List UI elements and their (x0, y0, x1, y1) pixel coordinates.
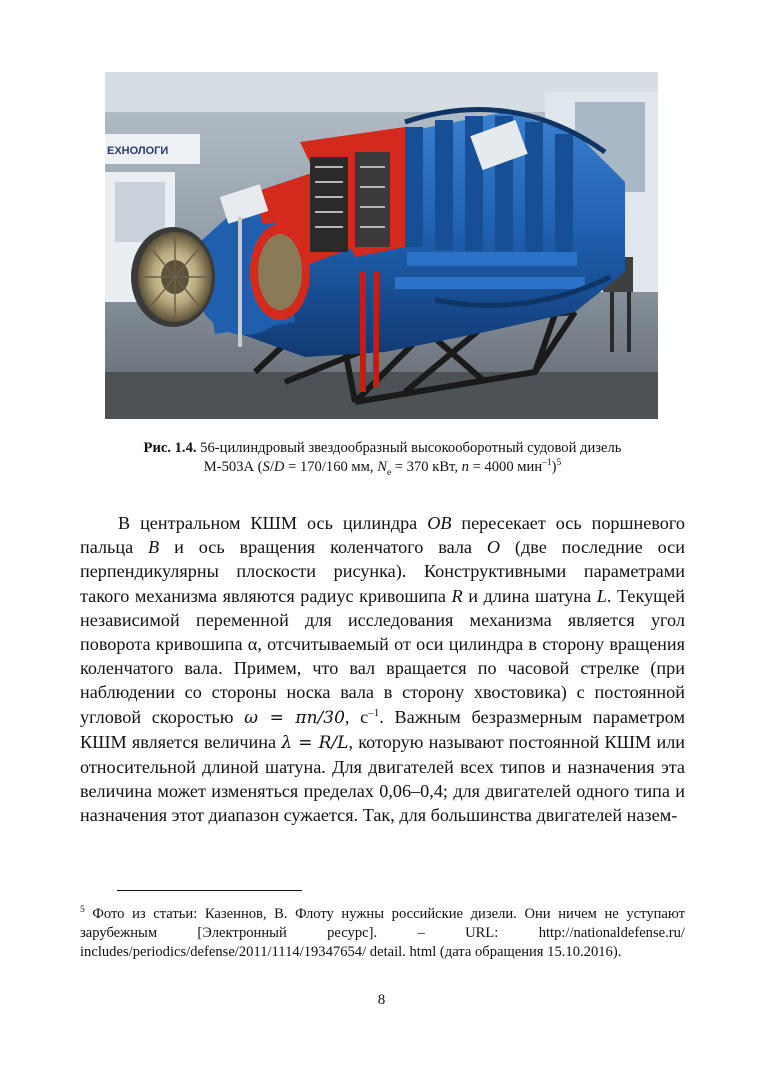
var-r: R (451, 585, 463, 606)
banner-text: ЕХНОЛОГИ (107, 145, 169, 157)
caption-dims: = 170/160 мм, (284, 459, 378, 475)
var-b: B (148, 537, 160, 558)
caption-sub-e: e (386, 467, 392, 478)
caption-line1: 56-цилиндровый звездообразный высокооборотный судовой дизель (196, 440, 622, 456)
text-run: . Текущей независимой переменной для исследования механизма является угол поворота кривошипа α, отсчитываемый от оси цилиндра в сторону вращения коленчатого вала. Примем, что вал вращается по часовой стрелке (при наблюдении со стороны носка вала в сторону хвостовика) с постоянной угловой скоростью (80, 585, 685, 727)
caption-var-d: D (273, 459, 285, 475)
text-run: . Важным безразмерным параметром КШМ является величина (80, 706, 685, 752)
var-ob: OB (427, 513, 452, 533)
footnote (80, 905, 685, 962)
text-run: (две последние оси перпендикулярны плоскости рисунка). Конструктивными параметрами такого механизма являются радиус кривошипа (80, 537, 685, 606)
formula-lambda: λ = R/L (281, 732, 349, 753)
caption-label: Рис. 1.4. (143, 440, 197, 456)
text-run: , которую называют постоянной КШМ или относительной длиной шатуна. Для двигателей всех типов и назначения эта величина может изменяться пределах 0,06–0,4; для двигателей одного типа и назначения этот диапазон сужается. Так, для большинства двигателей назем- (80, 731, 685, 826)
text-run: В центральном КШМ ось цилиндра (118, 513, 428, 533)
page-number: 8 (377, 992, 386, 1008)
text-run: и длина шатуна (462, 585, 597, 606)
body-text (80, 511, 685, 828)
caption-var-n-speed: n (461, 459, 469, 475)
text-run: , с (344, 706, 369, 727)
caption-model: М-503А ( (203, 459, 263, 475)
figure-photo (105, 72, 658, 419)
footnote-text[interactable]: Фото из статьи: Казеннов, В. Флоту нужны российские дизели. Они ничем не уступают зарубежным [Электронный ресурс]. – URL: http://nationaldefense.ru/ includes/periodics/defense/2011/1114/19347654/ detail. html (дата обращения 15.10.2016). (80, 906, 685, 960)
figure-caption (80, 439, 685, 477)
caption-var-n-power: N (377, 459, 387, 475)
caption-slash: / (269, 459, 274, 475)
caption-speed: = 4000 мин (468, 459, 543, 475)
var-l: L (596, 585, 607, 606)
caption-var-s: S (262, 459, 270, 475)
formula-omega: ω = πn/30 (244, 707, 345, 728)
caption-footnote-ref[interactable]: 5 (556, 458, 562, 469)
text-run: и ось вращения коленчатого вала (159, 537, 487, 558)
engine-photo-illustration (105, 72, 658, 419)
var-o: O (486, 537, 501, 558)
caption-close: ) (551, 459, 557, 475)
caption-speed-exp: –1 (542, 458, 552, 469)
caption-power: = 370 кВт, (391, 459, 462, 475)
flywheel (131, 227, 215, 327)
unit-exponent: –1 (368, 706, 380, 719)
text-run: пересекает ось поршневого пальца (80, 513, 685, 558)
body-paragraph (80, 511, 685, 828)
footnote-number: 5 (80, 905, 85, 916)
footnote-divider (117, 890, 302, 891)
